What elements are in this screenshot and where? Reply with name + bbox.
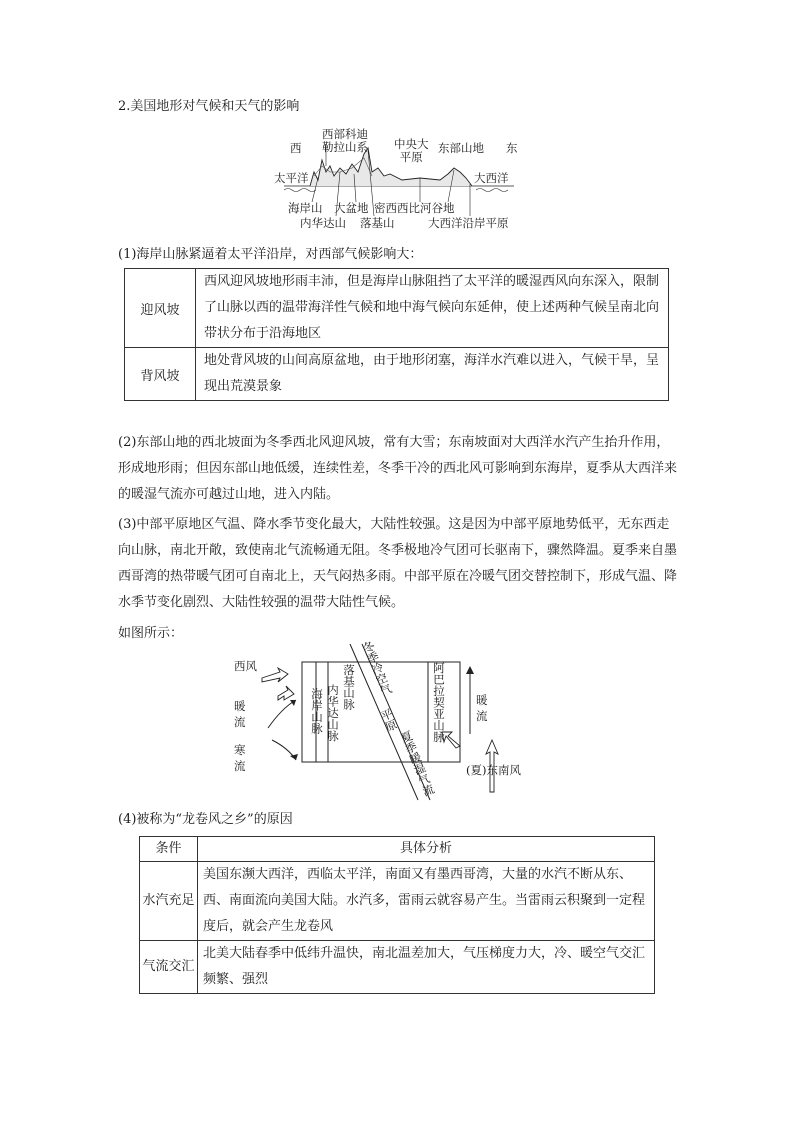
label-atlantic-plain: 大西洋沿岸平原: [428, 216, 509, 230]
paragraph-4: (4)被称为“龙卷风之乡”的原因: [118, 812, 293, 827]
airflow-map-figure: [232, 636, 542, 806]
figure-intro: 如图所示：: [118, 626, 184, 641]
map-label-cold-current: 寒 流: [234, 743, 246, 773]
terrain-profile-figure: [270, 128, 530, 233]
table-row: [125, 348, 669, 401]
label-west: 西: [290, 141, 302, 155]
label-cordillera: 西部科迪 勒拉山系: [322, 127, 368, 154]
table-cell-head: 气流交汇: [140, 941, 198, 994]
label-mississippi: 密西西比河谷地: [374, 201, 455, 215]
map-label-westerly: 西风: [234, 659, 257, 673]
map-label-summer-warm-moist: 夏季暖湿气流: [398, 728, 437, 798]
map-label-winter-cold-air: 冬季冷空气: [360, 638, 395, 698]
label-central-plains: 中央大 平原: [394, 137, 429, 164]
map-label-rocky-mountains: 落基山脉: [342, 664, 356, 710]
map-label-coast-mountains: 海岸山脉: [310, 688, 324, 734]
table-cell-head: 水汽充足: [140, 862, 198, 941]
paragraph-3: (3)中部平原地区气温、降水季节变化最大，大陆性较强。这是因为中部平原地势低平，无东西走向山脉，南北开敞，致使南北气流畅通无阻。冬季极地冷气团可长驱南下，骤然降温。夏季来自墨西哥湾的热带暖气团可自南北上，天气闷热多雨。中部平原在冷暖气团交替控制下，形成气温、降水季节变化剧烈、大陆性较强的温带大陆性气候。: [118, 517, 678, 610]
paragraph-1: (1)海岸山脉紧逼着太平洋沿岸，对西部气候影响大：: [118, 247, 423, 262]
map-label-appalachian: 阿巴拉契亚山脉: [432, 662, 446, 743]
label-sierra-nevada: 内华达山: [300, 216, 346, 230]
label-coast-range: 海岸山: [288, 201, 323, 215]
table-row: [140, 941, 655, 994]
tornado-causes-table: [139, 836, 655, 994]
table-cell-text: 地处背风坡的山间高原盆地，由于地形闭塞，海洋水汽难以进入，气候干旱，呈现出荒漠景象: [196, 348, 669, 401]
label-rocky-mountains: 落基山: [360, 216, 395, 230]
map-label-warm-current-east: 暖 流: [476, 693, 488, 723]
paragraph-2: (2)东部山地的西北坡面为冬季西北风迎风坡，常有大雪；东南坡面对大西洋水汽产生抬升作用，形成地形雨；但因东部山地低缓，连续性差，冬季干冷的西北风可影响到东海岸，夏季从大西洋来的暖湿气流亦可越过山地，进入内陆。: [118, 435, 678, 502]
map-label-warm-current: 暖 流: [234, 699, 246, 729]
table-header-row: [140, 837, 655, 862]
map-label-se-wind: (夏)东南风: [466, 763, 521, 777]
label-pacific: 太平洋: [274, 171, 309, 185]
label-east: 东: [506, 141, 518, 155]
table-cell-text: 西风迎风坡地形雨丰沛，但是海岸山脉阻挡了太平洋的暖湿西风向东深入，限制了山脉以西的温带海洋性气候和地中海气候向东延伸，使上述两种气候呈南北向带状分布于沿海地区: [196, 269, 669, 348]
map-label-sierra-nevada: 内华达山脉: [326, 684, 340, 742]
map-label-plain: 平原: [378, 706, 400, 734]
label-eastern-mountains: 东部山地: [438, 141, 484, 155]
section-title: 2.美国地形对气候和天气的影响: [118, 99, 300, 114]
label-atlantic: 大西洋: [474, 171, 509, 185]
table-row: [125, 269, 669, 348]
table-cell-head: 迎风坡: [125, 269, 196, 348]
label-great-basin: 大盆地: [334, 201, 369, 215]
table-header-analysis: 具体分析: [198, 837, 655, 862]
table-row: [140, 862, 655, 941]
table-cell-head: 背风坡: [125, 348, 196, 401]
windward-leeward-table: [124, 268, 669, 401]
table-cell-text: 北美大陆春季中低纬升温快，南北温差加大，气压梯度力大，冷、暖空气交汇频繁、强烈: [198, 941, 655, 994]
table-cell-text: 美国东濒大西洋，西临太平洋，南面又有墨西哥湾，大量的水汽不断从东、西、南面流向美国大陆。水汽多，雷雨云就容易产生。当雷雨云积聚到一定程度后，就会产生龙卷风: [198, 862, 655, 941]
table-header-condition: 条件: [140, 837, 198, 862]
